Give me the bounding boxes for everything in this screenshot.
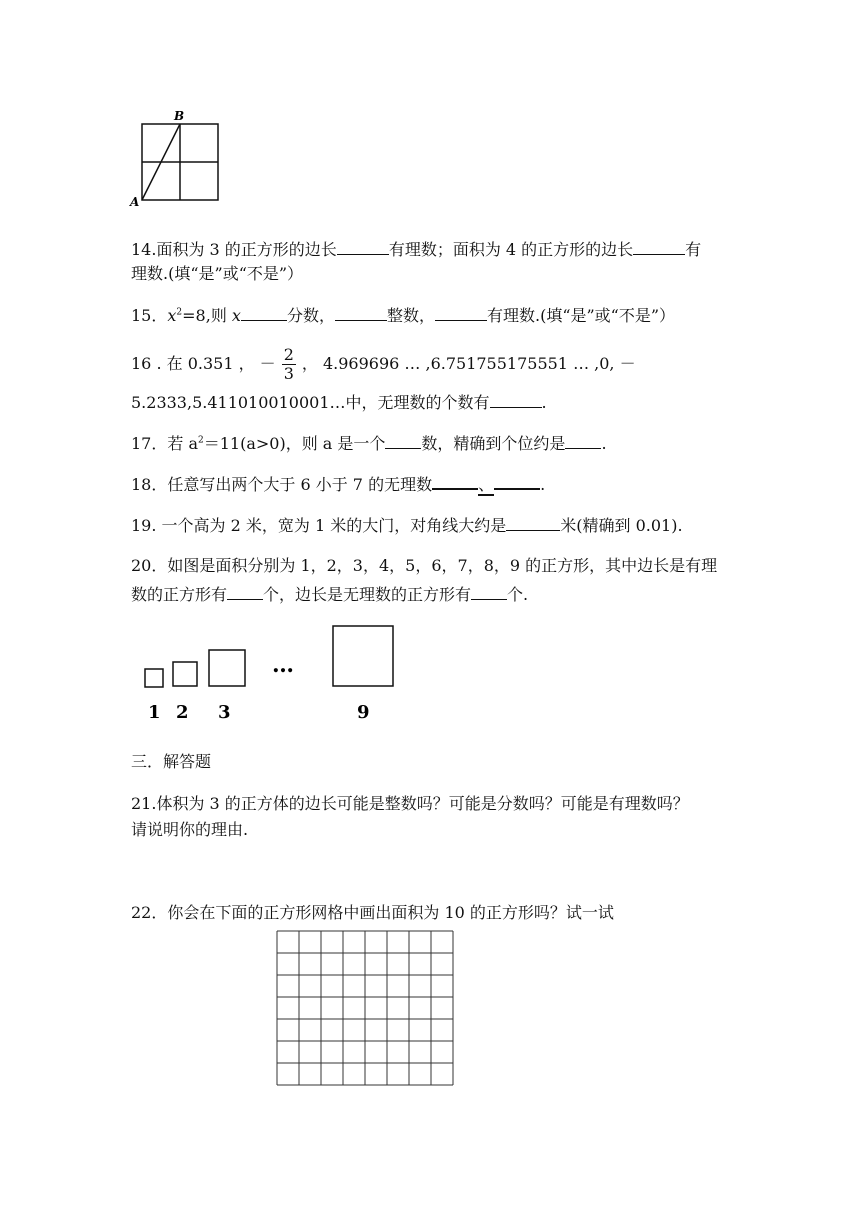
q18-end: . <box>540 475 546 494</box>
q16-text1: 16 . 在 0.351 ， － <box>131 354 276 373</box>
q15-eq: =8,则 <box>182 306 227 325</box>
q17-text1: 17．若 a <box>131 434 198 453</box>
q14-blank1[interactable] <box>337 238 389 255</box>
question-18 <box>131 472 545 495</box>
question-20-line2 <box>131 583 528 605</box>
q14-blank2[interactable] <box>633 238 685 255</box>
square-1 <box>145 669 163 687</box>
q15-text1: 分数， <box>286 306 335 325</box>
q17-end: . <box>601 434 607 453</box>
square-3 <box>209 650 245 686</box>
grid-diagonal-figure <box>128 106 228 208</box>
fraction-numerator: 2 <box>283 345 294 364</box>
q20-end: 个. <box>507 585 529 604</box>
square-9-label: 9 <box>357 702 370 723</box>
question-22 <box>131 903 614 923</box>
square-grid[interactable] <box>276 930 454 1100</box>
square-1-label: 1 <box>148 702 161 723</box>
q16-end: . <box>541 393 547 412</box>
question-20-line1 <box>131 556 717 576</box>
square-2-label: 2 <box>176 702 189 723</box>
q15-prefix: 15． <box>131 306 168 325</box>
q15-blank3[interactable] <box>435 304 487 321</box>
fraction-two-thirds <box>282 346 296 383</box>
q22-text: 22．你会在下面的正方形网格中画出面积为 10 的正方形吗？试一试 <box>131 903 614 922</box>
square-2 <box>173 662 197 686</box>
q21-text1: 21.体积为 3 的正方体的边长可能是整数吗？可能是分数吗？可能是有理数吗？ <box>131 794 689 813</box>
fraction-denominator: 3 <box>283 364 294 383</box>
question-19 <box>131 514 683 536</box>
question-16-line1 <box>131 344 636 384</box>
q20-text2: 数的正方形有 <box>131 585 228 604</box>
q14-text3: 有 <box>685 240 702 259</box>
q17-text3: 数，精确到个位约是 <box>421 434 566 453</box>
q15-blank1[interactable] <box>241 304 287 321</box>
section-heading <box>131 752 211 772</box>
q16-blank[interactable] <box>490 391 542 408</box>
q14-text1: 14.面积为 3 的正方形的边长 <box>131 240 337 259</box>
q19-text1: 19. 一个高为 2 米，宽为 1 米的大门，对角线大约是 <box>131 516 507 535</box>
q15-text3: 有理数.(填“是”或“不是”） <box>486 306 676 325</box>
q18-blank1[interactable] <box>432 472 478 490</box>
q17-blank1[interactable] <box>385 432 421 449</box>
square-9 <box>333 626 393 686</box>
ellipsis-dots: … <box>272 652 294 678</box>
q15-var-x2: x <box>231 306 241 325</box>
q20-text3: 个，边长是无理数的正方形有 <box>263 585 472 604</box>
point-b-label: B <box>174 109 185 123</box>
q14-text2: 有理数；面积为 4 的正方形的边长 <box>388 240 634 259</box>
q19-blank[interactable] <box>506 514 560 531</box>
point-a-label: A <box>130 195 140 208</box>
q14-text4: 理数.(填“是”或“不是”） <box>131 264 304 283</box>
question-16-line2 <box>131 391 547 413</box>
q20-blank2[interactable] <box>471 583 507 600</box>
q20-blank1[interactable] <box>227 583 263 600</box>
q20-text1: 20．如图是面积分别为 1，2，3，4，5，6，7，8，9 的正方形，其中边长是有理 <box>131 556 718 575</box>
q16-text2: ， 4.969696 … ,6.751755175551 … ,0, － <box>301 354 636 373</box>
q18-sep: 、 <box>478 475 495 494</box>
question-21-line1 <box>131 794 689 814</box>
q15-var-x: x <box>167 306 177 325</box>
q16-text3: 5.2333,5.411010010001…中，无理数的个数有 <box>131 393 490 412</box>
q21-text2: 请说明你的理由. <box>131 820 249 839</box>
question-14-line1 <box>131 238 701 260</box>
q17-text2: ＝11(a>0)，则 a 是一个 <box>203 434 386 453</box>
question-15 <box>131 304 675 326</box>
q18-text1: 18．任意写出两个大于 6 小于 7 的无理数 <box>131 475 433 494</box>
q17-sup: 2 <box>198 435 204 446</box>
q15-blank2[interactable] <box>335 304 387 321</box>
question-14-line2 <box>131 264 303 284</box>
question-21-line2 <box>131 820 248 840</box>
q15-sup: 2 <box>176 307 183 318</box>
question-17 <box>131 432 607 454</box>
square-3-label: 3 <box>218 702 231 723</box>
q19-text2: 米(精确到 0.01). <box>560 516 683 535</box>
q17-blank2[interactable] <box>565 432 601 449</box>
squares-figure <box>138 620 408 726</box>
q15-text2: 整数， <box>386 306 435 325</box>
q18-blank2[interactable] <box>494 472 540 490</box>
section-3-title: 三．解答题 <box>131 752 212 771</box>
